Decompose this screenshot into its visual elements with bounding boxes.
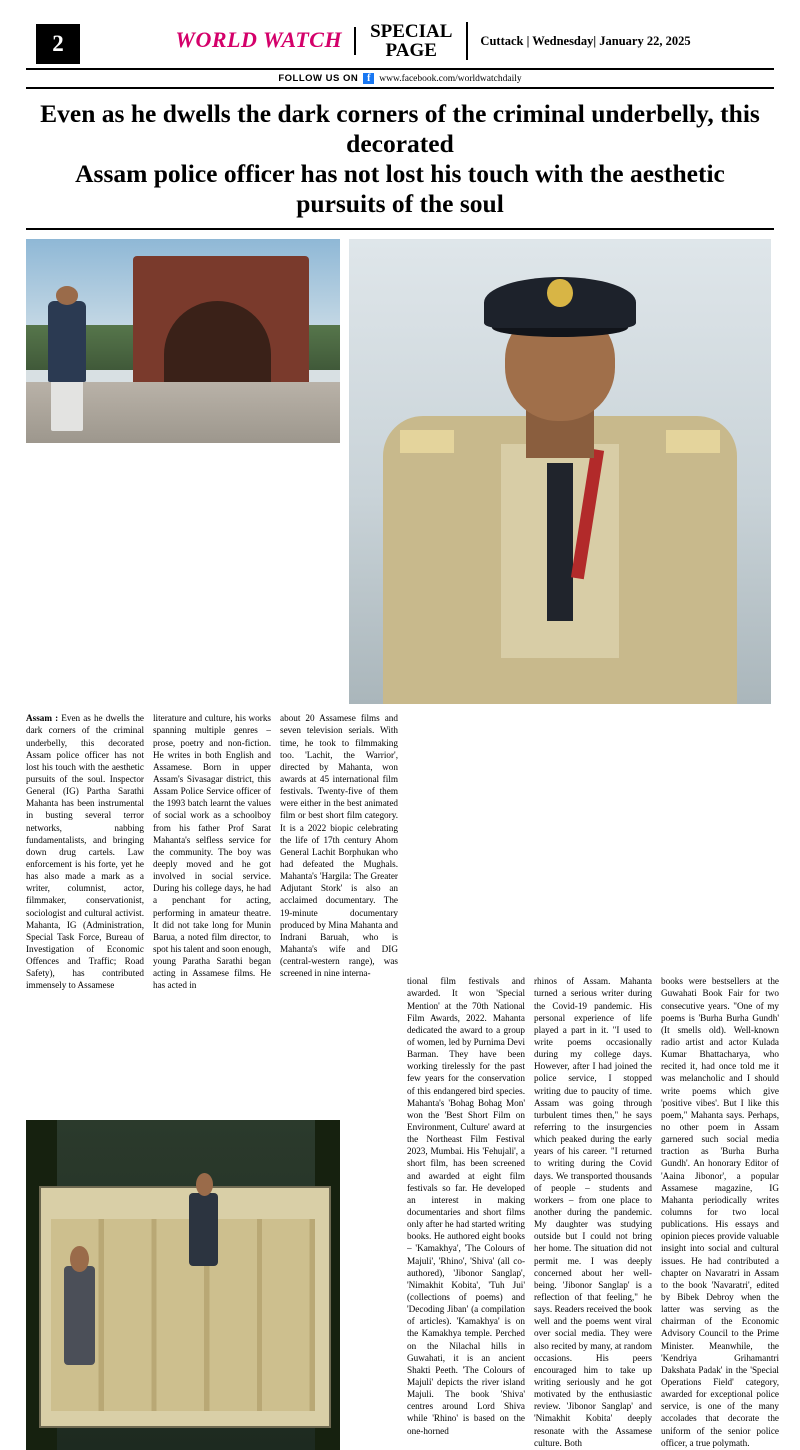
headline-line-2: Assam police officer has not lost his touch with the aesthetic pursuits of the soul <box>75 159 725 219</box>
dateline: Cuttack | Wednesday| January 22, 2025 <box>480 33 691 48</box>
article-column-2-text: literature and culture, his works spanning multiple genres – prose, poetry and non-fiction. He writes in both English and Assamese. Born in upper Assam's Sivasagar district, this Assam Police Service officer of the 1993 batch learnt the values of social work as a schoolboy from his father Prof Sarat Mahanta's selfless service for the community. The boy was deeply moved and he got involved in social service. During his college days, he had a penchant for acting, performing in amateur theatre. It did not take long for Munin Barua, a noted film director, to spot his talent and soon enough, young Paratha Sarathi began acting in Assamese films. He has acted in <box>153 713 271 991</box>
section-title <box>356 22 468 60</box>
masthead <box>26 18 774 70</box>
article-column-3-text: about 20 Assamese films and seven television serials. With time, he took to filmmaking too. 'Lachit, the Warrior', directed by Mahanta, won awards at 45 international film festivals. Twenty-five of them were either in the best animated film or best short film category. It is a 2022 biopic celebrating the life of 17th century Ahom General Lachit Borphukan who had defeated the Mughals. Mahanta's 'Hargila: The Greater Adjutant Stork' is also an acclaimed documentary. The 19-minute documentary produced by Mina Mahanta and Indrani Baruah, who is Mahanta's wife and DIG (central-western range), was screened in nine interna- <box>280 713 398 979</box>
follow-bar <box>26 70 774 89</box>
section-title-line2: PAGE <box>385 40 437 61</box>
facebook-icon[interactable]: f <box>363 73 374 84</box>
article-column-1 <box>26 712 144 1108</box>
article-column-5-text: rhinos of Assam. Mahanta turned a serious writer during the Covid-19 pandemic. His personal experience of life played a part in it. "I used to write poems occasionally during my college days. However, after I had joined the police service, I stopped writing due to paucity of time. Assam was going through turbulent times then," he says referring to the insurgencies which peaked during the early years of his career. "I returned to writing during the Covid days. We transported thousands of people – students and workers – from one place to another during the pandemic. My daughter was studying outside but I could not bring her home. The situation did not permit me. I was deeply concerned about her well-being. 'Jibonor Sanglap' is a reflection of that feeling," he says. Readers received the book well and the poems went viral over social media. They were also recited by many, at random occasions. His peers encouraged him to take up writing seriously and he got motivated by the enthusiastic review. 'Jibonor Sanglap' and 'Nimakhit Kobita' deeply resonate with the Assamese culture. Both <box>534 976 652 1448</box>
world-watch-logo: WORLD WATCH <box>163 27 356 55</box>
photo-police-officer-portrait-in-uniform <box>349 239 771 704</box>
article-lead-tag: Assam : <box>26 713 62 724</box>
article-column-6-text: books were bestsellers at the Guwahati Book Fair for two consecutive years. "One of my poems is 'Burha Burha Gundh' (It smells old). Well-known radio artist and actor Kulada Kumar Bhattacharya, who recited it, had once told me it was melancholic and I should write poems which give 'positive vibes'. But I like this poem," Mahanta says. Perhaps, no other poem in Assam garnered such social media traction as 'Burha Burha Gundh'. An honorary Editor of 'Aaina Jibonor', a popular Assamese magazine, IG Mahanta periodically writes columns for two local publications. His essays and opinion pieces provide valuable insight into social and cultural issues. He had contributed a chapter on Navaratri in Assam to the book 'Navaratri', edited by Bibek Debroy when the latter was serving as the chairman of the Economic Advisory Council to the Prime Minister. Meanwhile, the 'Kendriya Grihamantri Dakshata Padak' in the 'Special Operations Field' category, awarded for exceptional police service, is one of the many accolades that decorate the uniform of the senior police officer, a true polymath. <box>661 976 779 1448</box>
page-number: 2 <box>36 24 80 64</box>
masthead-center <box>80 18 774 64</box>
follow-label: FOLLOW US ON <box>278 73 359 84</box>
article-body <box>26 712 779 1448</box>
article-column-4 <box>407 712 525 1448</box>
photo-officer-inspecting-cartons-in-truck <box>26 1120 340 1450</box>
article-column-1-text: Even as he dwells the dark corners of the criminal underbelly, this decorated Assam police officer has not lost his touch with the aesthetic pursuits of the soul. Inspector General (IG) Partha Sarathi Mahanta has been instrumental in busting several terror networks, nabbing fundamentalists, and bringing down drug cartels. Law enforcement is his forte, yet he has also made a mark as a writer, columnist, actor, filmmaker, conservationist, sociologist and cultural activist. Mahanta, IG (Administration, Special Task Force, Bureau of Investigation of Economic Offences and Traffic; Road Safety), has contributed immensely to Assamese <box>26 713 144 991</box>
section-title-line1: SPECIAL <box>370 21 453 42</box>
article-column-2 <box>153 712 271 1108</box>
article-column-4-text: tional film festivals and awarded. It won 'Special Mention' at the 70th National Film Awards, 2022. Mahanta dedicated the award to a group of women, led by Purnima Devi Barman. They have been working tirelessly for the past few years for the conservation of this endangered bird species. Mahanta's 'Bohag Bohag Mon' won the 'Best Short Film on Environment, Culture' award at the Northeast Film Festival 2023, Mumbai. His 'Fehujali', a short film, has been screened and awarded at eight film festivals so far. He developed an interest in making documentaries and short films only after he had started writing books. He authored eight books – 'Kamakhya', 'The Colours of Majuli', 'Rhino', 'Shiva' (all co-authored), 'Jibonor Sanglap', 'Nimakhit Kobita', 'Tuh Jui' (collections of poems) and 'Decoding Jiban' (a compilation of articles). 'Kamakhya' is on the Kamakhya temple. Perched on the Nilachal hills in Guwahati, it is an ancient Shakti Peeth. 'The Colours of Majuli' depicts the river island Majuli. The book 'Shiva' centres around Lord Shiva while 'Rhino' is based on the one-horned <box>407 976 525 1436</box>
headline-line-1: Even as he dwells the dark corners of the criminal underbelly, this decorated <box>40 99 760 159</box>
article-column-3 <box>280 712 398 1108</box>
page-headline <box>26 89 774 230</box>
top-media-row <box>26 239 774 704</box>
article-column-5 <box>534 712 652 1448</box>
article-column-6 <box>661 712 779 1448</box>
photo-officer-standing-at-heritage-gate <box>26 239 340 443</box>
facebook-url[interactable]: www.facebook.com/worldwatchdaily <box>379 73 522 84</box>
